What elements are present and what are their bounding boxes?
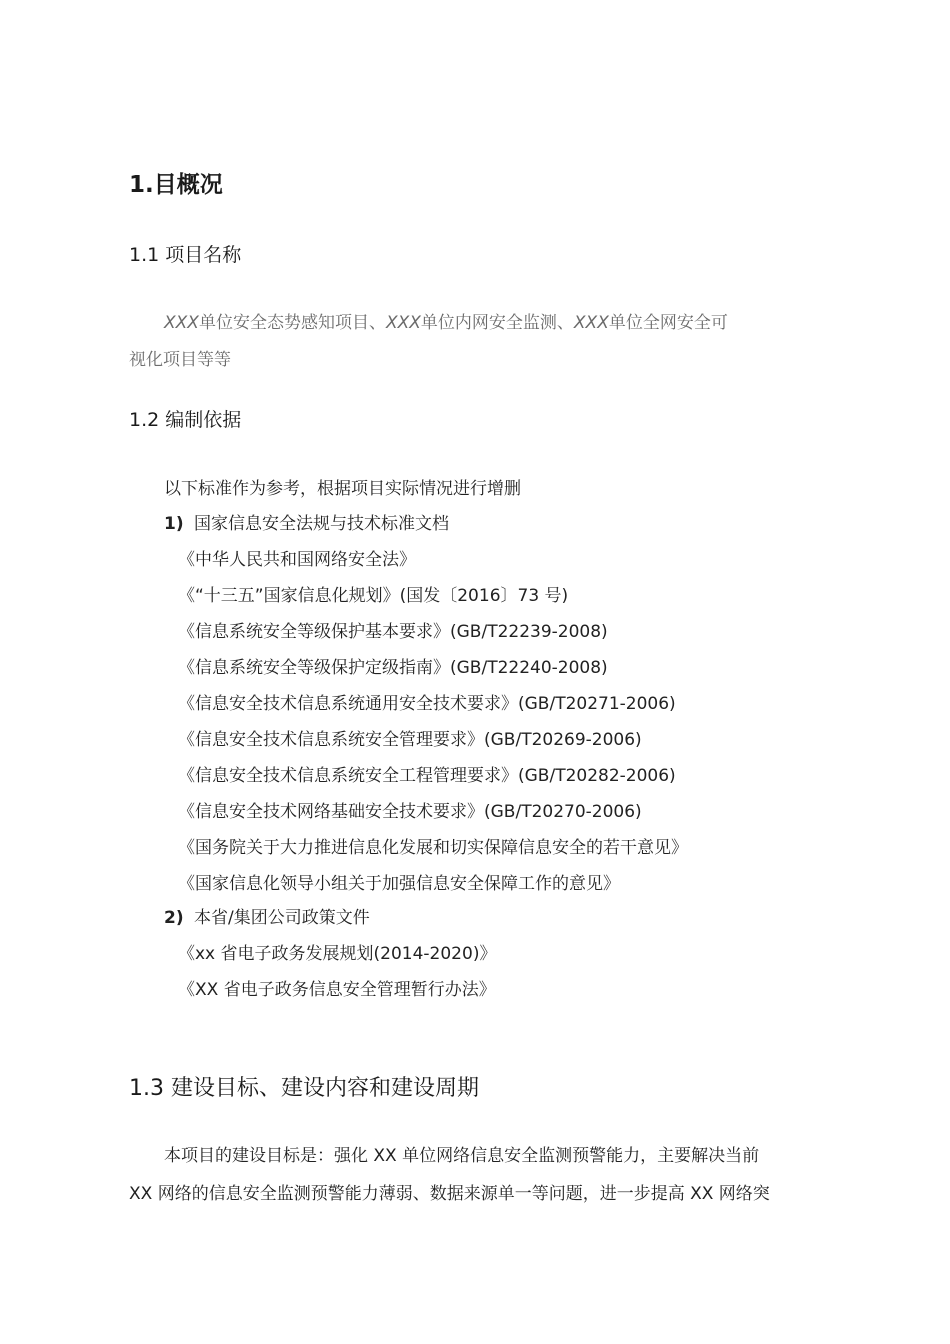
section-1-3-title: 1.3 建设目标、建设内容和建设周期 bbox=[129, 1076, 479, 1101]
group-1-item: 《国务院关于大力推进信息化发展和切实保障信息安全的若干意见》 bbox=[178, 838, 688, 858]
project-name-line-1 bbox=[164, 308, 728, 333]
group-1-item: 《信息安全技术信息系统安全工程管理要求》(GB/T20282-2006) bbox=[178, 766, 676, 786]
group-2-heading bbox=[164, 903, 370, 928]
group-2-item: 《XX 省电子政务信息安全管理暂行办法》 bbox=[178, 980, 496, 1000]
group-2-label: 本省/集团公司政策文件 bbox=[194, 908, 370, 928]
group-1-heading bbox=[164, 509, 449, 534]
group-1-item: 《信息系统安全等级保护定级指南》(GB/T22240-2008) bbox=[178, 658, 608, 678]
project-name-line-2: 视化项目等等 bbox=[129, 350, 231, 370]
group-2-item: 《xx 省电子政务发展规划(2014-2020)》 bbox=[178, 944, 497, 964]
xxx-placeholder: XXX bbox=[573, 313, 609, 333]
section-1-1-title: 1.1 项目名称 bbox=[129, 244, 242, 266]
group-1-item: 《国家信息化领导小组关于加强信息安全保障工作的意见》 bbox=[178, 874, 620, 894]
basis-intro: 以下标准作为参考，根据项目实际情况进行增删 bbox=[164, 479, 521, 499]
xxx-placeholder: XXX bbox=[385, 313, 421, 333]
text-span: 单位安全态势感知项目、 bbox=[198, 313, 386, 333]
group-1-item: 《信息安全技术信息系统通用安全技术要求》(GB/T20271-2006) bbox=[178, 694, 676, 714]
group-1-number: 1) bbox=[164, 514, 184, 534]
group-1-item: 《信息系统安全等级保护基本要求》(GB/T22239-2008) bbox=[178, 622, 608, 642]
group-1-item: 《中华人民共和国网络安全法》 bbox=[178, 550, 416, 570]
text-span: 单位内网安全监测、 bbox=[420, 313, 574, 333]
goal-line-2: XX 网络的信息安全监测预警能力薄弱、数据来源单一等问题，进一步提高 XX 网络突 bbox=[129, 1184, 770, 1204]
group-2-number: 2) bbox=[164, 908, 184, 928]
group-1-item: 《信息安全技术网络基础安全技术要求》(GB/T20270-2006) bbox=[178, 802, 642, 822]
section-1-title: 1.目概况 bbox=[129, 172, 223, 198]
group-1-item: 《信息安全技术信息系统安全管理要求》(GB/T20269-2006) bbox=[178, 730, 642, 750]
goal-line-1: 本项目的建设目标是：强化 XX 单位网络信息安全监测预警能力，主要解决当前 bbox=[164, 1146, 760, 1166]
group-1-item: 《“十三五”国家信息化规划》(国发〔2016〕73 号) bbox=[178, 586, 569, 606]
text-span: 单位全网安全可 bbox=[608, 313, 728, 333]
xxx-placeholder: XXX bbox=[164, 313, 199, 333]
group-1-label: 国家信息安全法规与技术标准文档 bbox=[194, 514, 449, 534]
section-1-2-title: 1.2 编制依据 bbox=[129, 409, 242, 431]
